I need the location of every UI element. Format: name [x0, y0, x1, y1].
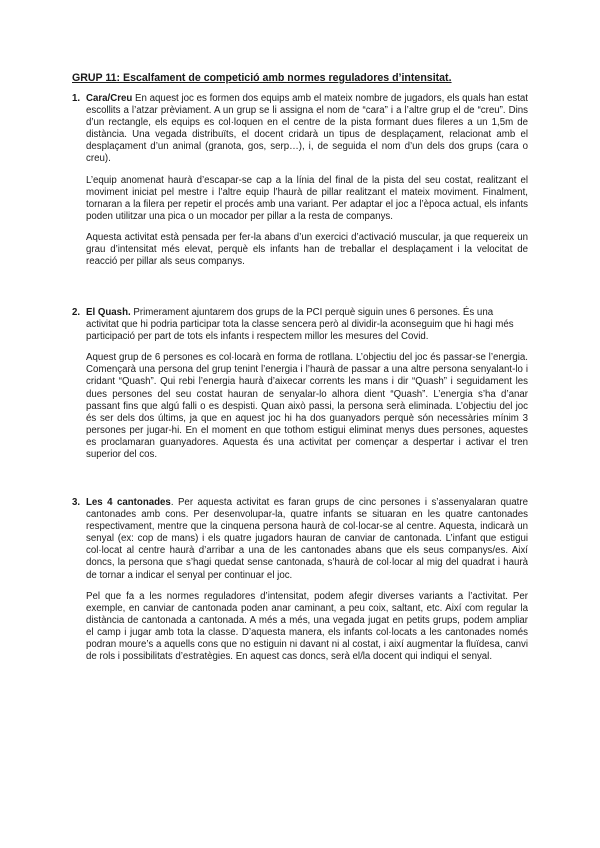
- list-item-paragraph: L’equip anomenat haurà d’escapar-se cap a la línia del final de la pista del seu costat, realitzant el moviment iniciat pel mestre i l’altre equip l’haurà de pillar realitzant el mateix moviment. Finalment, tornaran a la filera per repetir el procés amb una variant. Per adaptar el joc a l’època actual, els infants poden utilitzar una pica o un mocador per pillar a la resta de companys.: [86, 174, 528, 222]
- list-item-cara-creu: [72, 93, 528, 268]
- list-item-number: 1.: [72, 93, 81, 104]
- list-item-paragraph: Aquest grup de 6 persones es col·locarà en forma de rotllana. L’objectiu del joc és passar-se l’energia. Començarà una persona del grup tenint l’energia i l’haurà de passar a una altre persona senyalant-lo i cridant “Quash”. Qui rebi l’energia haurà d’aixecar corrents les mans i dir “Quash” i seguidament les dues persones del seu costat hauran de senyalar-lo alhora dient “Quash”. L’energia s’ha d’anar passant fins que algú falli o es despisti. Quan això passi, la persona serà eliminada. L’objectiu del joc és ser dels dos últims, ja que en aquest joc hi ha dos guanyadors perquè són necessàries mínim 3 persones per jugar-hi. En el moment en que tothom estigui eliminat menys dues persones, aquestes es proclamaran guanyadores. Aquesta és una activitat per començar a despertar i activar el tren superior del cos.: [86, 352, 528, 461]
- list-item-el-quash: [72, 307, 528, 461]
- list-item-les-4-cantonades: [72, 497, 528, 663]
- list-item-paragraph: Pel que fa a les normes reguladores d’intensitat, podem afegir diverses variants a l’activitat. Per exemple, en canviar de cantonada poden anar caminant, a peu coix, saltant, etc. Així com regular la distància de cantonada a cantonada. A més a més, una vegada jugat en petits grups, podem ampliar el camp i jugar amb tota la classe. D’aquesta manera, els infants col·locats a les cantonades només podran moure’s a aquells cons que no estiguin ni davant ni al costat, i així augmentar la fluïdesa, canvi de rols i possibilitats d’estratègies. En aquest cas doncs, serà el/la docent qui indiqui el senyal.: [86, 590, 528, 663]
- document-heading: GRUP 11: Escalfament de competició amb normes reguladores d’intensitat.: [72, 72, 452, 84]
- list-item-paragraph: El Quash. Primerament ajuntarem dos grups de la PCI perquè siguin unes 6 persones. És una activitat que hi podria participar tota la classe sencera però al dividir-la aconseguim que hi hagi més participació per part de tots els infants i respectem millor les mesures del Covid.: [86, 307, 514, 343]
- list-item-title: El Quash.: [86, 307, 131, 318]
- list-item-title: Les 4 cantonades: [86, 497, 171, 508]
- list-item-title: Cara/Creu: [86, 93, 133, 104]
- list-item-paragraph: Cara/Creu En aquest joc es formen dos equips amb el mateix nombre de jugadors, els quals han estat escollits a l’atzar prèviament. A un grup se li assigna el nom de “cara” i a l’altre grup el de “creu”. Dins d’un rectangle, els equips es col·loquen en el centre de la pista formant dues fileres a un 1,5m de distància. Una vegada distribuïts, el docent cridarà un tipus de desplaçament, relacionat amb el desplaçament d’un animal (granota, gos, serp…), i, de seguida el nom d’un dels dos grups (cara o creu).: [86, 93, 528, 165]
- list-item-number: 2.: [72, 307, 81, 318]
- list-item-paragraph: Les 4 cantonades. Per aquesta activitat es faran grups de cinc persones i s’assenyalaran quatre cantonades amb cons. Per desenvolupar-la, quatre infants se situaran en les quatre cantonades respectivament, mentre que la cinquena persona haurà de col·locar-se al centre. Aquesta, indicarà un senyal (ex: cop de mans) i els quatre jugadors hauran de canviar de cantonada. L’infant que estigui col·locat al centre haurà d’arribar a una de les cantonades abans que els seus companys/es. Així doncs, la persona que s’hagi quedat sense cantonada, s’haurà de col·locar al mig del quadrat i haurà de tornar a indicar el senyal per continuar el joc.: [86, 497, 528, 581]
- list-item-paragraph: Aquesta activitat està pensada per fer-la abans d’un exercici d’activació muscular, ja que requereix un grau d’intensitat més elevat, perquè els infants han de treballar el desplaçament i la velocitat de reacció per pillar als seus companys.: [86, 231, 528, 268]
- list-item-number: 3.: [72, 497, 81, 508]
